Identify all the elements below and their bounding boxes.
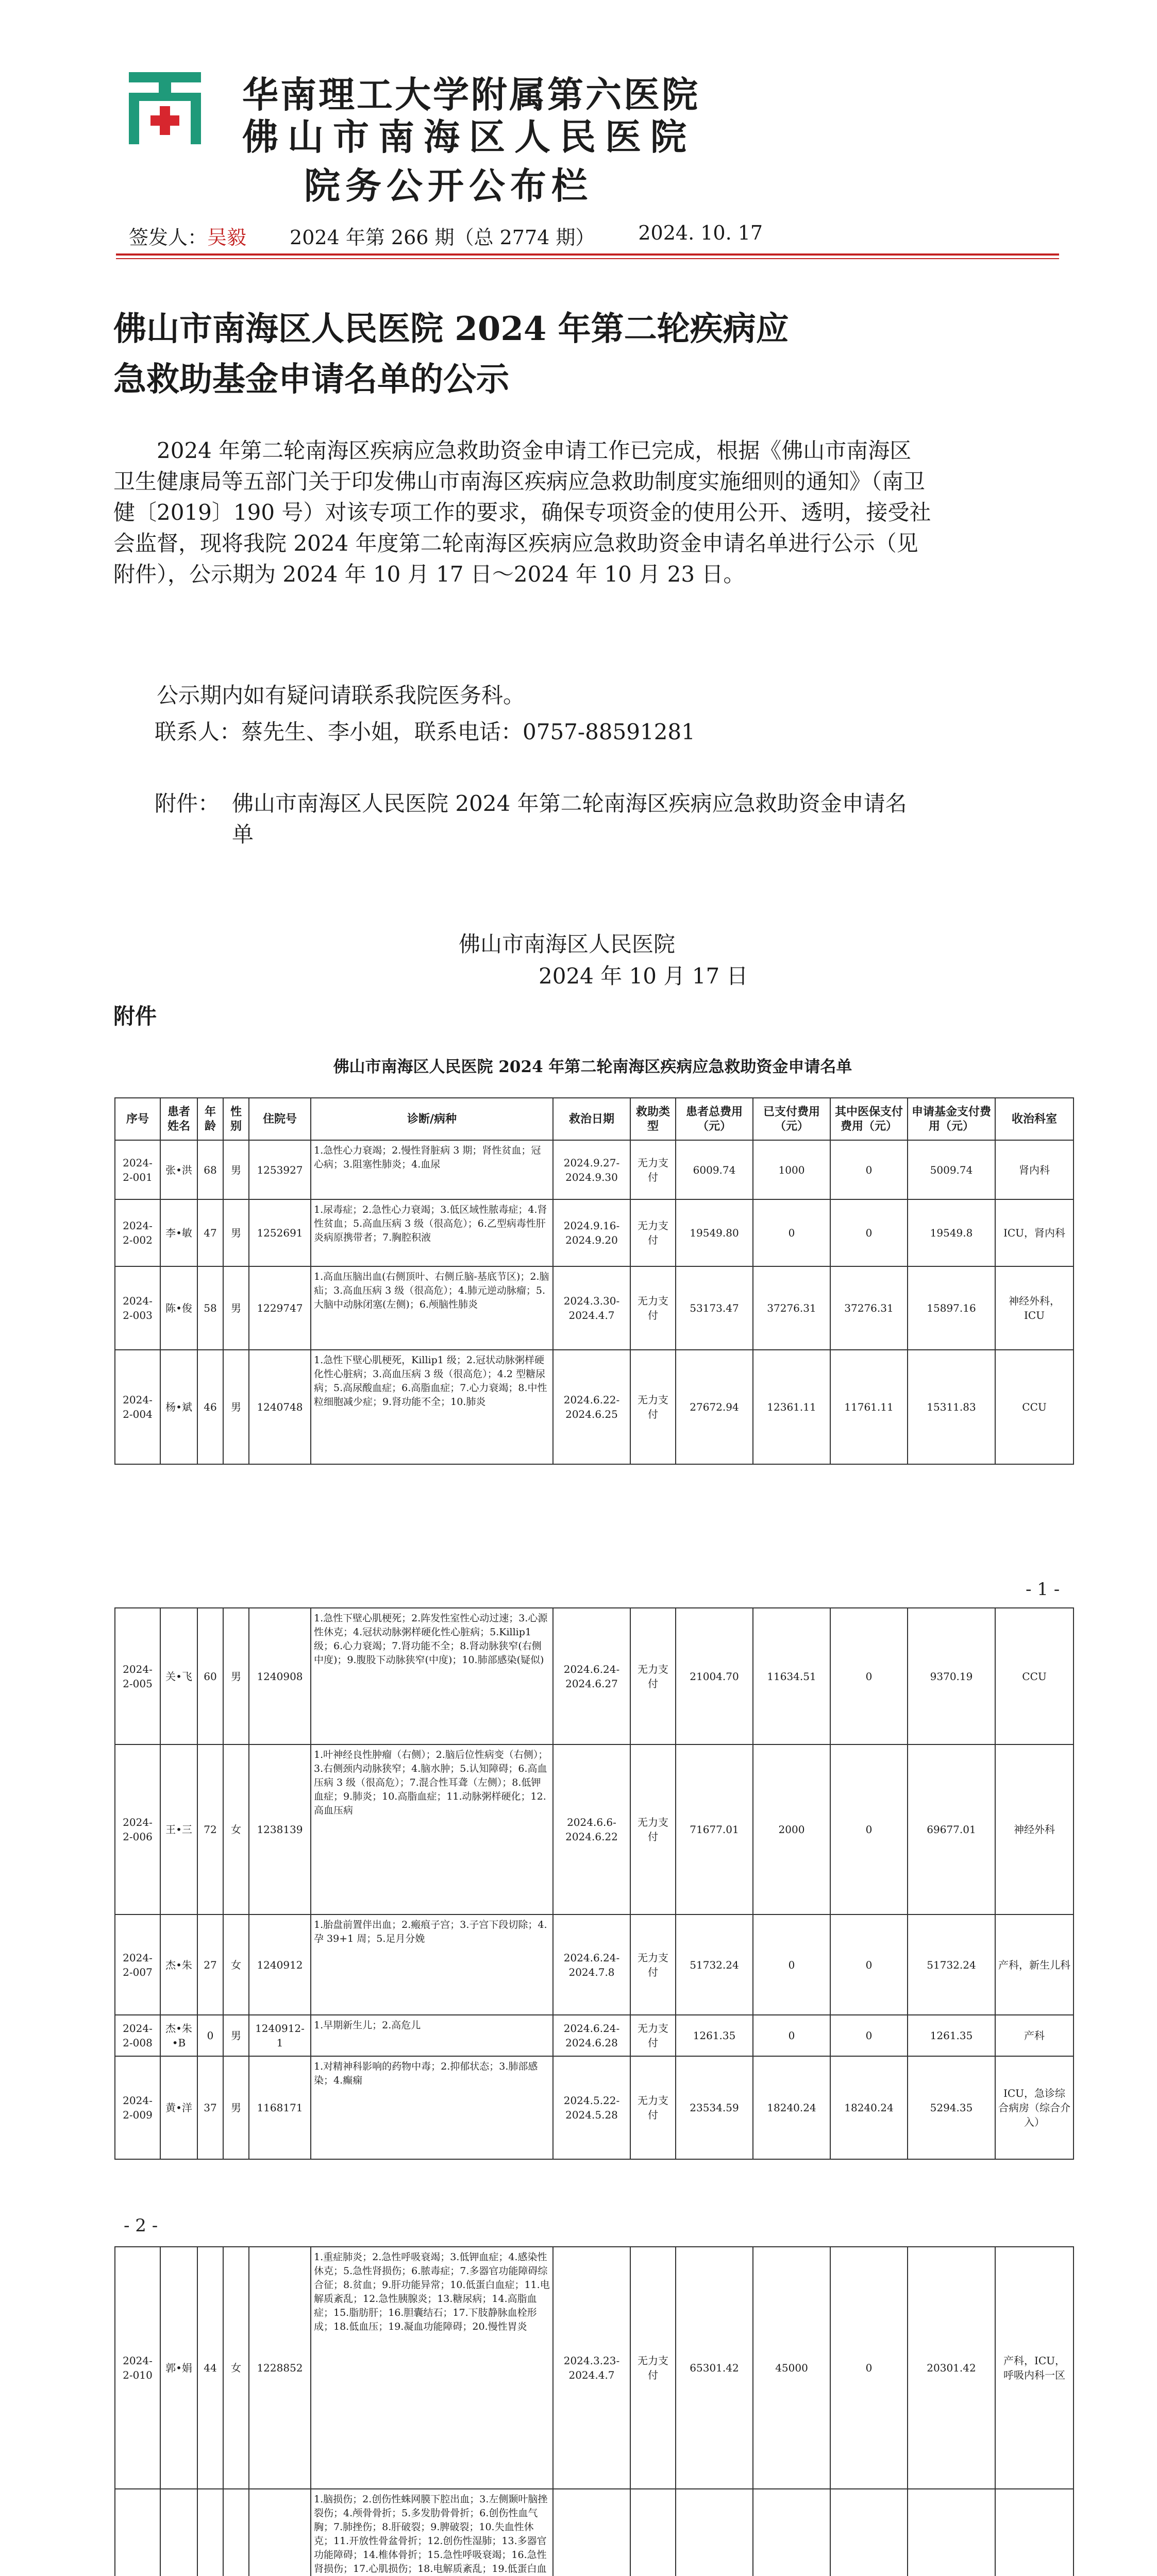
patient-name-cell: 杨•斌 (160, 1350, 197, 1464)
age-cell: 37 (197, 2056, 223, 2159)
insurance-cell: 18240.24 (830, 2056, 908, 2159)
fund-request-cell: 69677.01 (908, 1744, 995, 1914)
signer-label: 签发人： (129, 226, 208, 249)
fund-request-cell: 51732.24 (908, 1914, 995, 2015)
notice-paragraph: 2024 年第二轮南海区疾病应急救助资金申请工作已完成，根据《佛山市南海区卫生健康局等五部门关于印发佛山市南海区疾病应急救助制度实施细则的通知》（南卫健〔2019〕190 号）对该专项工作的要求，确保专项资金的使用公开、透明，接受社会监督，现将我院 2024 年度第二轮南海区疾病应急救助资金申请名单进行公示（见附件），公示期为 2024 年 10 月 17 日～2024 年 10 月 23 日。 (113, 438, 931, 587)
serial-cell (115, 2489, 160, 2576)
insurance-cell: 0 (830, 2015, 908, 2056)
patient-name-cell: 王•三 (160, 1744, 197, 1914)
patient-name-cell: 陈•俊 (160, 1266, 197, 1350)
aid-type-cell: 无力支付 (630, 1350, 676, 1464)
fund-request-cell: 15311.83 (908, 1350, 995, 1464)
department-cell: 神经外科 (995, 1744, 1074, 1914)
diagnosis-cell: 1.叶神经良性肿瘤（右侧）；2.脑后位性病变（右侧）；3.右侧颈内动脉狭窄；4.脑水肿；5.认知障碍；6.高血压病 3 级（很高危）；7.混合性耳聋（左侧）；8.低钾血症；9.肺炎；10.高脂血症；11.动脉粥样硬化；12.高血压病 (311, 1744, 553, 1914)
total-cost-cell: 23534.59 (676, 2056, 753, 2159)
sex-cell: 男 (223, 1140, 249, 1199)
sex-cell: 男 (223, 2056, 249, 2159)
sex-cell: 男 (223, 1608, 249, 1744)
inpatient-no-cell: 1168171 (249, 2056, 311, 2159)
fund-request-cell: 15897.16 (908, 1266, 995, 1350)
sex-cell (223, 2489, 249, 2576)
sex-cell: 女 (223, 2247, 249, 2489)
inpatient-no-cell: 1240908 (249, 1608, 311, 1744)
total-cost-cell: 65301.42 (676, 2247, 753, 2489)
header-cell: 已支付费用（元） (753, 1098, 830, 1140)
diagnosis-cell: 1.尿毒症；2.急性心力衰竭；3.低区域性脓毒症；4.肾性贫血；5.高血压病 3 级（很高危）；6.乙型病毒性肝炎病原携带者；7.胸腔积液 (311, 1199, 553, 1266)
signature-org: 佛山市南海区人民医院 (459, 931, 676, 957)
insurance-cell: 0 (830, 2247, 908, 2489)
aid-type-cell: 无力支付 (630, 1140, 676, 1199)
table-header-row (115, 1098, 1074, 1140)
serial-cell: 2024-2-008 (115, 2015, 160, 2056)
insurance-cell: 0 (830, 1914, 908, 2015)
table-row (115, 2489, 1074, 2576)
aid-type-cell: 无力支付 (630, 2015, 676, 2056)
inpatient-no-cell: 1228852 (249, 2247, 311, 2489)
notice-body-2 (113, 680, 933, 711)
diagnosis-cell: 1.急性心力衰竭；2.慢性肾脏病 3 期；肾性贫血；冠心病；3.阻塞性肺炎；4.血尿 (311, 1140, 553, 1199)
insurance-cell: 0 (830, 1199, 908, 1266)
patient-name-cell: 郭•娟 (160, 2247, 197, 2489)
serial-cell: 2024-2-009 (115, 2056, 160, 2159)
sex-cell: 男 (223, 1266, 249, 1350)
diagnosis-cell: 1.重症肺炎；2.急性呼吸衰竭；3.低钾血症；4.感染性休克；5.急性肾损伤；6.脓毒症；7.多器官功能障碍综合征；8.贫血；9.肝功能异常；10.低蛋白血症；11.电解质紊乱；12.急性胰腺炎；13.糖尿病；14.高脂血症；15.脂肪肝；16.胆囊结石；17.下肢静脉血栓形成；18.低血压；19.凝血功能障碍；20.慢性胃炎 (311, 2247, 553, 2489)
treatment-date-cell: 2024.3.30-2024.4.7 (553, 1266, 630, 1350)
treatment-date-cell: 2024.3.23-2024.4.7 (553, 2247, 630, 2489)
applicant-table-page3 (114, 2246, 1074, 2576)
treatment-date-cell: 2024.6.22-2024.6.25 (553, 1350, 630, 1464)
fund-request-cell: 20301.42 (908, 2247, 995, 2489)
aid-type-cell: 无力支付 (630, 1266, 676, 1350)
sex-cell: 女 (223, 1914, 249, 2015)
total-cost-cell: 19549.80 (676, 1199, 753, 1266)
department-cell: ICU，肾内科 (995, 1199, 1074, 1266)
aid-type-cell: 无力支付 (630, 1608, 676, 1744)
header-cell: 申请基金支付费用（元） (908, 1098, 995, 1140)
aid-type-cell: 无力支付 (630, 1199, 676, 1266)
inpatient-no-cell: 1253927 (249, 1140, 311, 1199)
treatment-date-cell: 2024.5.22-2024.5.28 (553, 2056, 630, 2159)
inpatient-no-cell: 1240912 (249, 1914, 311, 2015)
department-cell: ICU，急诊综合病房（综合介入） (995, 2056, 1074, 2159)
table-row (115, 1744, 1074, 1914)
insurance-cell: 37276.31 (830, 1266, 908, 1350)
header-cell: 收治科室 (995, 1098, 1074, 1140)
applicant-table-page1 (114, 1097, 1074, 1465)
total-cost-cell: 53173.47 (676, 1266, 753, 1350)
table-row (115, 2247, 1074, 2489)
header-cell: 年龄 (197, 1098, 223, 1140)
table-row (115, 2015, 1074, 2056)
treatment-date-cell: 2024.9.16-2024.9.20 (553, 1199, 630, 1266)
issue-date: 2024. 10. 17 (638, 222, 763, 244)
inpatient-no-cell (249, 2489, 311, 2576)
inpatient-no-cell: 1240748 (249, 1350, 311, 1464)
notice-body (113, 435, 933, 590)
attachment-label: 附件： (155, 791, 220, 816)
attachment-text: 佛山市南海区人民医院 2024 年第二轮南海区疾病应急救助资金申请名单 (232, 791, 907, 847)
table-row (115, 1350, 1074, 1464)
paid-cell: 37276.31 (753, 1266, 830, 1350)
notice-paragraph-2: 公示期内如有疑问请联系我院医务科。 (157, 683, 525, 708)
aid-type-cell: 无力支付 (630, 2247, 676, 2489)
paid-cell: 18240.24 (753, 2056, 830, 2159)
patient-name-cell: 关•飞 (160, 1608, 197, 1744)
age-cell: 72 (197, 1744, 223, 1914)
paid-cell: 0 (753, 1914, 830, 2015)
insurance-cell: 0 (830, 1608, 908, 1744)
paid-cell (753, 2489, 830, 2576)
age-cell: 60 (197, 1608, 223, 1744)
applicant-table-page2 (114, 1607, 1074, 2160)
department-cell (995, 2489, 1074, 2576)
age-cell: 58 (197, 1266, 223, 1350)
paid-cell: 45000 (753, 2247, 830, 2489)
diagnosis-cell: 1.急性下壁心肌梗死；2.阵发性室性心动过速；3.心源性休克；4.冠状动脉粥样硬化性心脏病；5.Killip1 级；6.心力衰竭；7.肾功能不全；8.肾动脉狭窄(右侧中度)；9.腹股下动脉狭窄(中度)；10.肺部感染(疑似) (311, 1608, 553, 1744)
notice-title-line2: 急救助基金申请名单的公示 (113, 360, 509, 399)
issue-number: 2024 年第 266 期（总 2774 期） (290, 226, 595, 249)
insurance-cell: 0 (830, 1744, 908, 1914)
serial-cell: 2024-2-006 (115, 1744, 160, 1914)
patient-name-cell (160, 2489, 197, 2576)
serial-cell: 2024-2-001 (115, 1140, 160, 1199)
attachment-note (155, 788, 928, 850)
department-cell: CCU (995, 1608, 1074, 1744)
total-cost-cell (676, 2489, 753, 2576)
sex-cell: 女 (223, 1744, 249, 1914)
fund-request-cell (908, 2489, 995, 2576)
treatment-date-cell: 2024.9.27-2024.9.30 (553, 1140, 630, 1199)
age-cell: 68 (197, 1140, 223, 1199)
total-cost-cell: 1261.35 (676, 2015, 753, 2056)
paid-cell: 12361.11 (753, 1350, 830, 1464)
age-cell: 44 (197, 2247, 223, 2489)
department-cell: 产科，ICU，呼吸内科一区 (995, 2247, 1074, 2489)
treatment-date-cell: 2024.6.24-2024.6.27 (553, 1608, 630, 1744)
sex-cell: 男 (223, 1350, 249, 1464)
inpatient-no-cell: 1252691 (249, 1199, 311, 1266)
header-cell: 救治日期 (553, 1098, 630, 1140)
header-cell: 住院号 (249, 1098, 311, 1140)
patient-name-cell: 李•敏 (160, 1199, 197, 1266)
paid-cell: 11634.51 (753, 1608, 830, 1744)
patient-name-cell: 张•洪 (160, 1140, 197, 1199)
diagnosis-cell: 1.急性下壁心肌梗死，Killip1 级；2.冠状动脉粥样硬化性心脏病；3.高血压病 3 级（很高危）；4.2 型糖尿病；5.高尿酸血症；6.高脂血症；7.心力衰竭；8.中性粒细胞减少症；9.肾功能不全；10.肺炎 (311, 1350, 553, 1464)
insurance-cell: 11761.11 (830, 1350, 908, 1464)
table-row (115, 1266, 1074, 1350)
page-number: - 2 - (124, 2215, 158, 2236)
inpatient-no-cell: 1238139 (249, 1744, 311, 1914)
fund-request-cell: 9370.19 (908, 1608, 995, 1744)
patient-name-cell: 杰•朱 (160, 1914, 197, 2015)
paid-cell: 2000 (753, 1744, 830, 1914)
department-cell: 肾内科 (995, 1140, 1074, 1199)
signer-name: 吴毅 (207, 226, 247, 249)
header-cell: 诊断/病种 (311, 1098, 553, 1140)
fund-request-cell: 5009.74 (908, 1140, 995, 1199)
serial-cell: 2024-2-004 (115, 1350, 160, 1464)
serial-cell: 2024-2-002 (115, 1199, 160, 1266)
header-rule-thick (116, 253, 1059, 256)
age-cell (197, 2489, 223, 2576)
diagnosis-cell: 1.高血压脑出血(右侧顶叶、右侧丘脑-基底节区)；2.脑疝；3.高血压病 3 级（很高危）；4.肺元逆动脉瘤；5.大脑中动脉闭塞(左侧)；6.颅脑性肺炎 (311, 1266, 553, 1350)
total-cost-cell: 71677.01 (676, 1744, 753, 1914)
signature-date: 2024 年 10 月 17 日 (539, 963, 748, 989)
hospital-name-line2: 佛山市南海区人民医院 (242, 115, 696, 158)
notice-title-line1: 佛山市南海区人民医院 2024 年第二轮疾病应 (113, 310, 789, 348)
insurance-cell (830, 2489, 908, 2576)
hospital-name-line1: 华南理工大学附属第六医院 (242, 73, 700, 116)
total-cost-cell: 6009.74 (676, 1140, 753, 1199)
attachment-heading: 附件 (113, 1004, 157, 1029)
table-row (115, 1199, 1074, 1266)
treatment-date-cell: 2024.6.24-2024.6.28 (553, 2015, 630, 2056)
hospital-logo (129, 72, 201, 144)
header-cell: 患者姓名 (160, 1098, 197, 1140)
aid-type-cell: 无力支付 (630, 1744, 676, 1914)
treatment-date-cell (553, 2489, 630, 2576)
aid-type-cell: 无力支付 (630, 2056, 676, 2159)
inpatient-no-cell: 1240912-1 (249, 2015, 311, 2056)
header-cell: 序号 (115, 1098, 160, 1140)
diagnosis-cell: 1.胎盘前置伴出血；2.瘢痕子宫；3.子宫下段切除；4.孕 39+1 周；5.足月分娩 (311, 1914, 553, 2015)
issue-info (129, 222, 1031, 250)
header-cell: 性别 (223, 1098, 249, 1140)
patient-name-cell: 杰•朱•B (160, 2015, 197, 2056)
total-cost-cell: 27672.94 (676, 1350, 753, 1464)
paid-cell: 0 (753, 1199, 830, 1266)
table-title: 佛山市南海区人民医院 2024 年第二轮南海区疾病应急救助资金申请名单 (333, 1058, 852, 1076)
aid-type-cell (630, 2489, 676, 2576)
header-rule-thin (116, 258, 1059, 259)
table-row (115, 1608, 1074, 1744)
paid-cell: 1000 (753, 1140, 830, 1199)
table-row (115, 2056, 1074, 2159)
diagnosis-cell: 1.早期新生儿；2.高危儿 (311, 2015, 553, 2056)
table-row (115, 1140, 1074, 1199)
contact-info: 联系人：蔡先生、李小姐，联系电话：0757-88591281 (155, 719, 695, 744)
serial-cell: 2024-2-003 (115, 1266, 160, 1350)
fund-request-cell: 19549.8 (908, 1199, 995, 1266)
diagnosis-cell: 1.脑损伤；2.创伤性蛛网膜下腔出血；3.左侧颞叶脑挫裂伤；4.颅骨骨折；5.多发肋骨骨折；6.创伤性血气胸；7.肺挫伤；8.肝破裂；9.脾破裂；10.失血性休克；11.开放性骨盆骨折；12.创伤性湿肺；13.多器官功能障碍；14.椎体骨折；15.急性呼吸衰竭；16.急性肾损伤；17.心肌损伤；18.电解质紊乱；19.低蛋白血 (311, 2489, 553, 2576)
board-title: 院务公开公布栏 (304, 164, 593, 207)
age-cell: 0 (197, 2015, 223, 2056)
sex-cell: 男 (223, 2015, 249, 2056)
serial-cell: 2024-2-007 (115, 1914, 160, 2015)
treatment-date-cell: 2024.6.24-2024.7.8 (553, 1914, 630, 2015)
fund-request-cell: 1261.35 (908, 2015, 995, 2056)
table-row (115, 1914, 1074, 2015)
insurance-cell: 0 (830, 1140, 908, 1199)
serial-cell: 2024-2-005 (115, 1608, 160, 1744)
header-cell: 救助类型 (630, 1098, 676, 1140)
total-cost-cell: 51732.24 (676, 1914, 753, 2015)
department-cell: 产科，新生儿科 (995, 1914, 1074, 2015)
paid-cell: 0 (753, 2015, 830, 2056)
header-cell: 其中医保支付费用（元） (830, 1098, 908, 1140)
sex-cell: 男 (223, 1199, 249, 1266)
page-number: - 1 - (1026, 1579, 1060, 1600)
patient-name-cell: 黄•洋 (160, 2056, 197, 2159)
age-cell: 27 (197, 1914, 223, 2015)
age-cell: 46 (197, 1350, 223, 1464)
diagnosis-cell: 1.对精神科影响的药物中毒；2.抑郁状态；3.肺部感染；4.癫痫 (311, 2056, 553, 2159)
fund-request-cell: 5294.35 (908, 2056, 995, 2159)
header-cell: 患者总费用（元） (676, 1098, 753, 1140)
inpatient-no-cell: 1229747 (249, 1266, 311, 1350)
total-cost-cell: 21004.70 (676, 1608, 753, 1744)
department-cell: 产科 (995, 2015, 1074, 2056)
treatment-date-cell: 2024.6.6-2024.6.22 (553, 1744, 630, 1914)
department-cell: CCU (995, 1350, 1074, 1464)
age-cell: 47 (197, 1199, 223, 1266)
serial-cell: 2024-2-010 (115, 2247, 160, 2489)
notice-title (113, 304, 928, 405)
aid-type-cell: 无力支付 (630, 1914, 676, 2015)
department-cell: 神经外科，ICU (995, 1266, 1074, 1350)
